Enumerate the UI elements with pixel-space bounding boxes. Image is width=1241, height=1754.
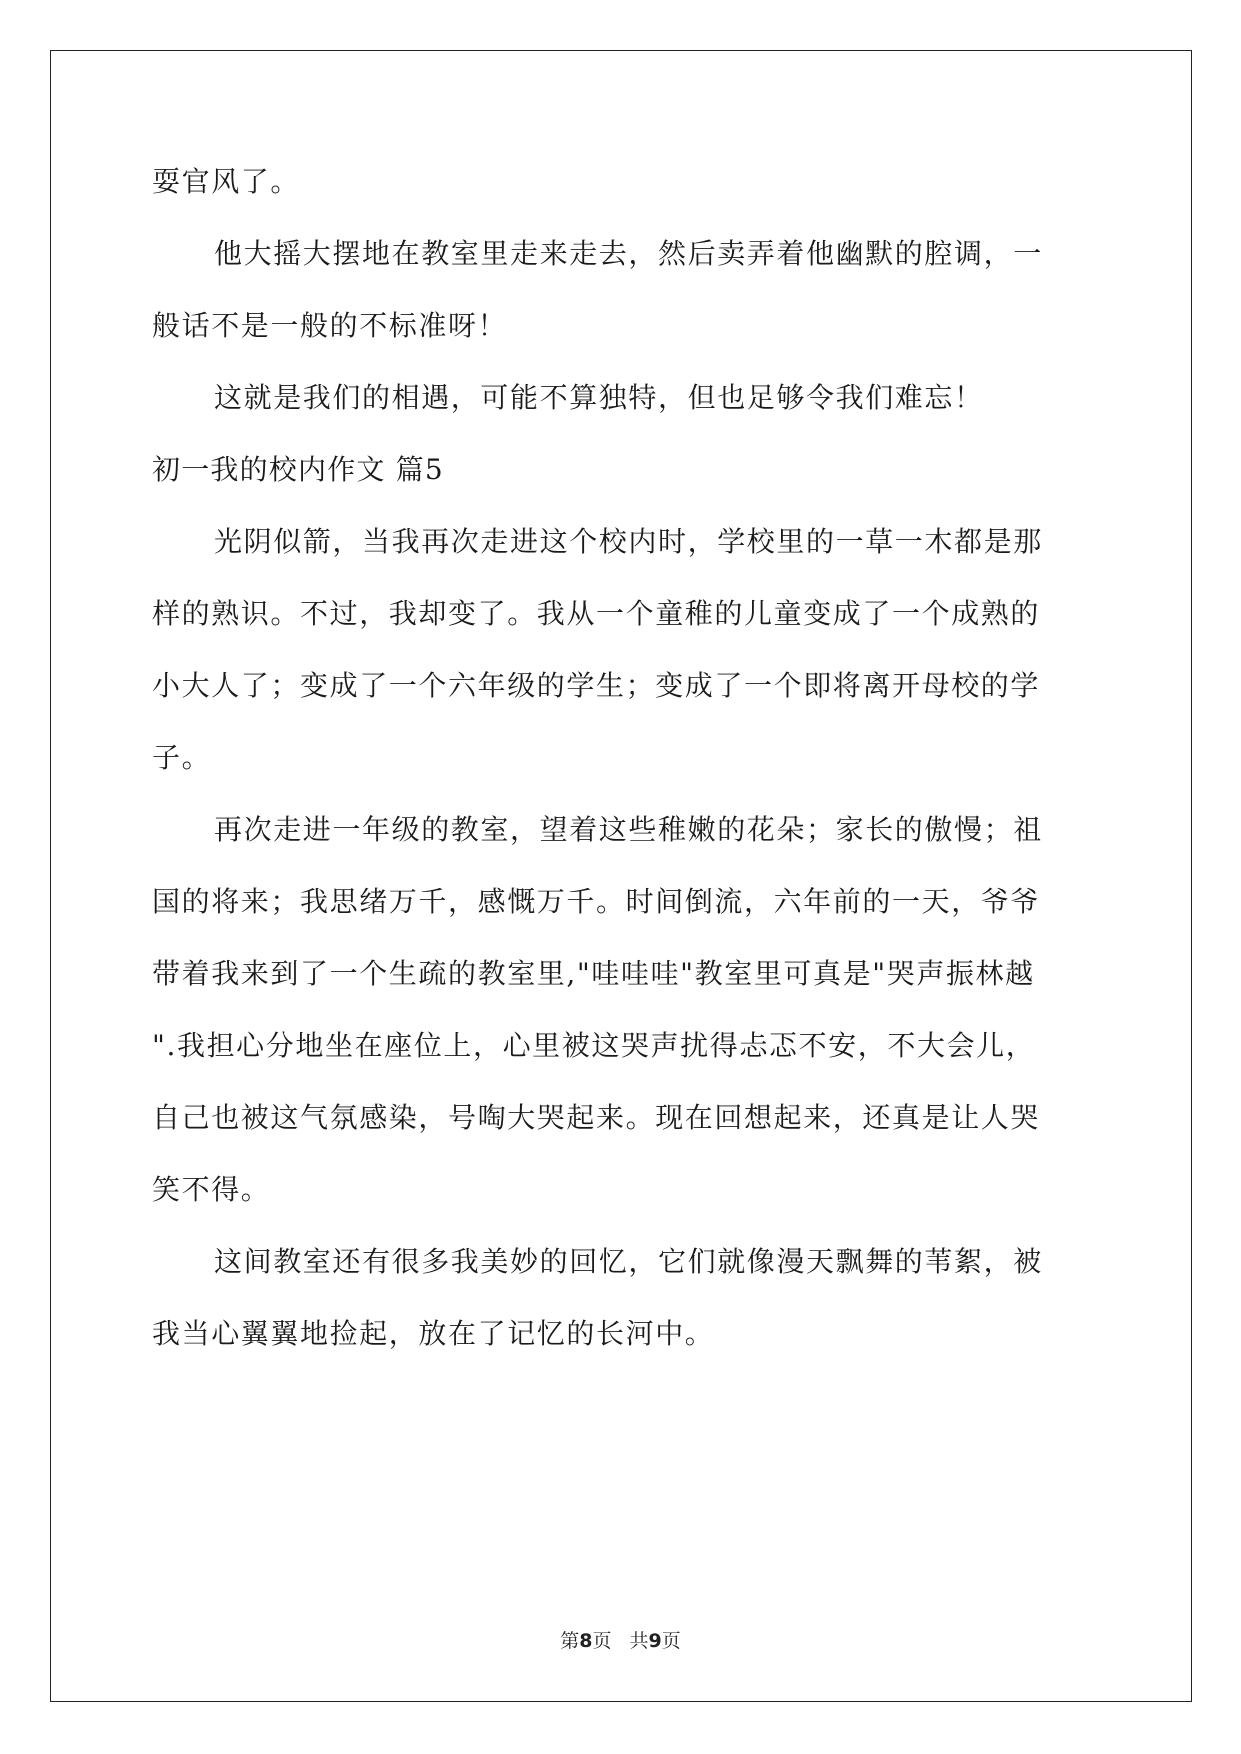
paragraph-line: 我当心翼翼地捡起，放在了记忆的长河中。 <box>152 1317 715 1350</box>
paragraph-line: 这间教室还有很多我美妙的回忆，它们就像漫天飘舞的苇絮，被 <box>214 1245 1043 1278</box>
paragraph-line: 笑不得。 <box>152 1173 271 1206</box>
paragraph-line: ".我担心分地坐在座位上，心里被这哭声扰得忐忑不安，不大会儿， <box>152 1029 1036 1062</box>
paragraph-line: 小大人了；变成了一个六年级的学生；变成了一个即将离开母校的学 <box>152 669 1041 702</box>
page-footer <box>0 1626 1241 1653</box>
current-page-number: 8 <box>579 1630 593 1652</box>
paragraph-line: 般话不是一般的不标准呀！ <box>152 309 508 342</box>
page-border <box>50 50 1192 1702</box>
paragraph-line: 样的熟识。不过，我却变了。我从一个童稚的儿童变成了一个成熟的 <box>152 597 1041 630</box>
paragraph-line: 这就是我们的相遇，可能不算独特，但也足够令我们难忘！ <box>214 381 984 414</box>
footer-page-unit: 页 <box>592 1630 612 1652</box>
paragraph-line: 耍官风了。 <box>152 165 301 198</box>
paragraph-line: 自己也被这气氛感染，号啕大哭起来。现在回想起来，还真是让人哭 <box>152 1101 1041 1134</box>
paragraph-line: 子。 <box>152 741 212 774</box>
total-pages-number: 9 <box>648 1630 662 1652</box>
section-heading: 初一我的校内作文 篇5 <box>152 453 444 486</box>
footer-prefix: 第 <box>560 1630 580 1652</box>
paragraph-line: 国的将来；我思绪万千，感慨万千。时间倒流，六年前的一天，爷爷 <box>152 885 1041 918</box>
footer-total-prefix: 共 <box>629 1630 649 1652</box>
paragraph-line: 再次走进一年级的教室，望着这些稚嫩的花朵；家长的傲慢；祖 <box>214 813 1043 846</box>
paragraph-line: 光阴似箭，当我再次走进这个校内时，学校里的一草一木都是那 <box>214 525 1043 558</box>
footer-total-unit: 页 <box>661 1630 681 1652</box>
paragraph-line: 带着我来到了一个生疏的教室里,"哇哇哇"教室里可真是"哭声振林越 <box>152 957 1035 990</box>
paragraph-line: 他大摇大摆地在教室里走来走去，然后卖弄着他幽默的腔调，一 <box>214 237 1043 270</box>
